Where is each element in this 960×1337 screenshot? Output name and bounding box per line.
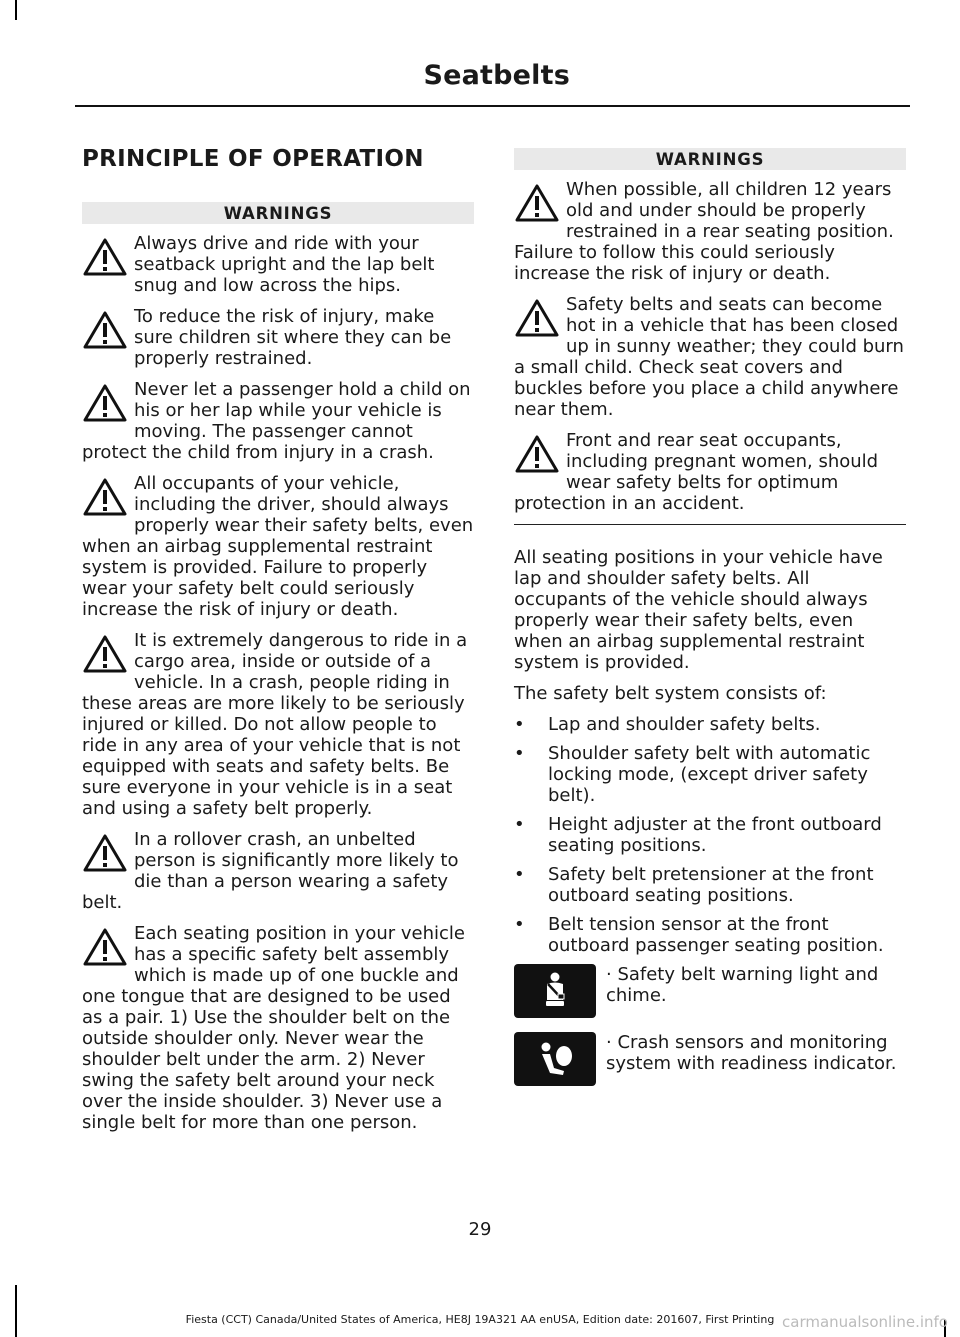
watermark: carmanualsonline.info — [782, 1313, 948, 1331]
list-item-text: Belt tension sensor at the front outboard passenger seating position. — [548, 914, 884, 956]
warning-item — [82, 829, 474, 913]
warning-triangle-icon — [514, 434, 564, 484]
warning-triangle-icon — [82, 634, 132, 684]
crop-mark-bottom-left — [15, 1285, 17, 1337]
list-item — [514, 743, 906, 806]
list-item-text: Lap and shoulder safety belts. — [548, 714, 821, 735]
list-item-text: Height adjuster at the front outboard seating positions. — [548, 814, 882, 856]
warning-text: Always drive and ride with your seatback upright and the lap belt snug and low across the hips. — [134, 233, 435, 296]
component-list — [514, 714, 906, 956]
warning-triangle-icon — [82, 833, 132, 883]
list-item — [514, 814, 906, 856]
header-rule — [75, 105, 910, 107]
warning-text: All occupants of your vehicle, including the driver, should always properly wear their safety belts, even when an airbag supplemental restraint system is provided. Failure to properly wear your safety belt could seriously increase the risk of injury or death. — [82, 473, 474, 620]
list-item-text: Shoulder safety belt with automatic locking mode, (except driver safety belt). — [548, 743, 871, 806]
warning-triangle-icon — [82, 237, 132, 287]
warning-item — [82, 233, 474, 296]
warning-item — [514, 294, 906, 420]
warning-item — [82, 473, 474, 620]
bullet-glyph: • — [514, 714, 525, 735]
list-item — [514, 914, 906, 956]
warning-item — [82, 923, 474, 1133]
warning-item — [514, 179, 906, 284]
warning-triangle-icon — [514, 298, 564, 348]
footer-edition-info: Fiesta (CCT) Canada/United States of America, HE8J 19A321 AA enUSA, Edition date: 201607, First Printing — [185, 1313, 775, 1326]
warnings-heading-right: WARNINGS — [514, 148, 906, 170]
warning-triangle-icon — [82, 383, 132, 433]
warning-item — [82, 630, 474, 819]
list-item — [514, 864, 906, 906]
warning-item — [82, 306, 474, 369]
indicator-text: · Crash sensors and monitoring system with readiness indicator. — [606, 1032, 897, 1074]
page-number: 29 — [468, 1219, 492, 1240]
warning-text: Front and rear seat occupants, including pregnant women, should wear safety belts for optimum protection in an accident. — [514, 430, 879, 514]
airbag-indicator-icon — [514, 1032, 596, 1086]
warning-text: In a rollover crash, an unbelted person is significantly more likely to die than a person wearing a safety belt. — [82, 829, 459, 913]
list-intro: The safety belt system consists of: — [514, 683, 827, 704]
warning-text: It is extremely dangerous to ride in a cargo area, inside or outside of a vehicle. In a crash, people riding in these areas are more likely to be seriously injured or killed. Do not allow people to ride in any area of your vehicle that is not equipped with seats and safety belts. Be sure everyone in your vehicle is in a seat and using a safety belt properly. — [82, 630, 468, 819]
warning-triangle-icon — [82, 310, 132, 360]
indicator-airbag — [514, 1032, 906, 1086]
bullet-glyph: • — [514, 814, 525, 835]
indicator-text: · Safety belt warning light and chime. — [606, 964, 879, 1006]
warning-text: To reduce the risk of injury, make sure children sit where they can be properly restrained. — [134, 306, 452, 369]
warning-text: Each seating position in your vehicle has a specific safety belt assembly which is made up of one buckle and one tongue that are designed to be used as a pair. 1) Use the shoulder belt on the outside shoulder only. Never wear the shoulder belt under the arm. 2) Never swing the safety belt around your neck over the inside shoulder. 3) Never use a single belt for more than one person. — [82, 923, 465, 1133]
left-column — [82, 140, 474, 1143]
warning-item — [82, 379, 474, 463]
warning-triangle-icon — [514, 183, 564, 233]
bullet-glyph: • — [514, 864, 525, 885]
list-item — [514, 714, 906, 735]
bullet-glyph: • — [514, 914, 525, 935]
intro-paragraph: All seating positions in your vehicle have lap and shoulder safety belts. All occupants of the vehicle should always properly wear their safety belts, even when an airbag supplemental restraint system is provided. — [514, 547, 883, 673]
seatbelt-warning-icon — [514, 964, 596, 1018]
right-column — [514, 148, 906, 1086]
warning-text: Never let a passenger hold a child on his or her lap while your vehicle is moving. The passenger cannot protect the child from injury in a crash. — [82, 379, 471, 463]
section-title: PRINCIPLE OF OPERATION — [82, 146, 424, 172]
page-header-title: Seatbelts — [423, 60, 570, 91]
warning-item — [514, 430, 906, 514]
warnings-heading-left: WARNINGS — [82, 202, 474, 224]
warning-triangle-icon — [82, 927, 132, 977]
warning-text: Safety belts and seats can become hot in a vehicle that has been closed up in sunny weather; they could burn a small child. Check seat covers and buckles before you place a child anywhere near them. — [514, 294, 904, 420]
indicator-seatbelt — [514, 964, 906, 1018]
crop-mark-top-left — [15, 0, 17, 20]
warning-text: When possible, all children 12 years old and under should be properly restrained in a rear seating position. Failure to follow this could seriously increase the risk of injury or death. — [514, 179, 894, 284]
bullet-glyph: • — [514, 743, 525, 764]
warnings-divider — [514, 524, 906, 525]
list-item-text: Safety belt pretensioner at the front outboard seating positions. — [548, 864, 874, 906]
warning-triangle-icon — [82, 477, 132, 527]
